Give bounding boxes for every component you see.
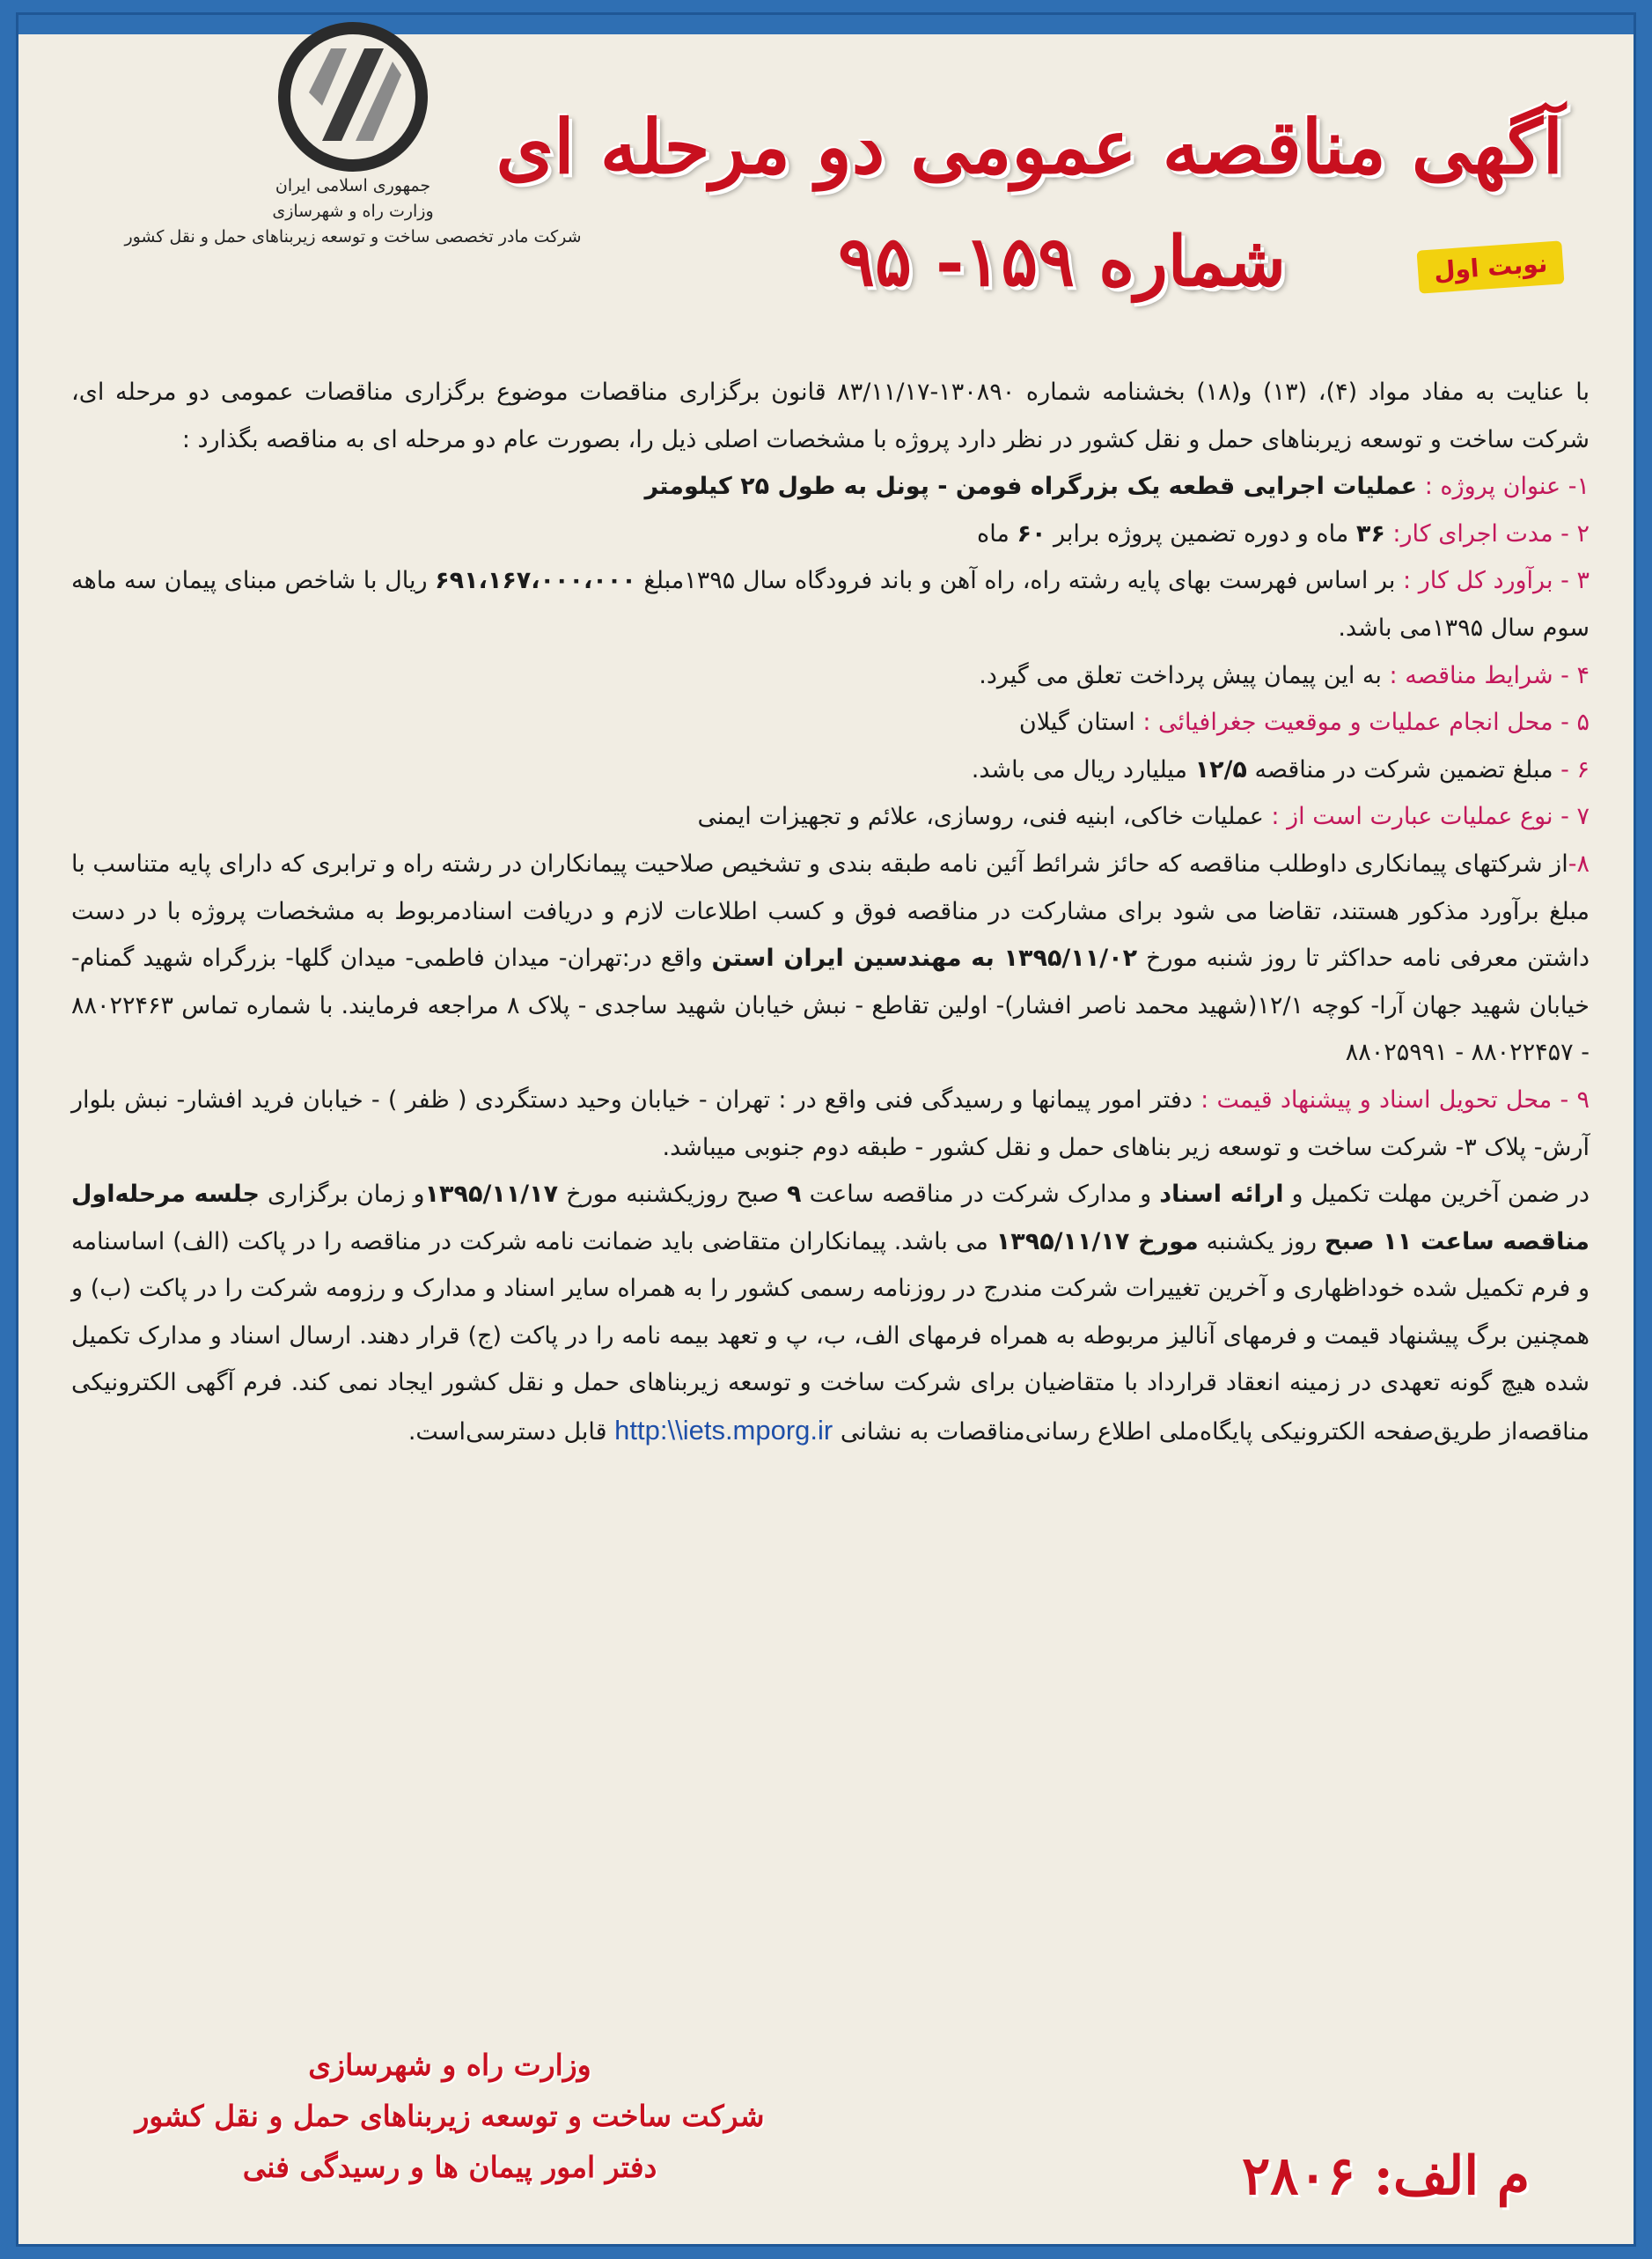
turn-badge: نوبت اول: [1416, 240, 1564, 293]
closing-text-5: روز یکشنبه: [1198, 1227, 1325, 1255]
item-8-label: ۸-: [1568, 850, 1590, 878]
item-7: [71, 793, 1590, 841]
gov-line-2: وزارت راه و شهرسازی: [272, 202, 434, 221]
gov-line-3: شرکت مادر تخصصی ساخت و توسعه زیربناهای حمل و نقل کشور: [124, 227, 582, 247]
item-9-text: دفتر امور پیمانها و رسیدگی فنی واقع در : تهران - خیابان وحید دستگردی ( ظفر ) - خیابان فرید افشار- نبش بلوار آرش- پلاک ۳- شرکت ساخت و توسعه زیر بناهای حمل و نقل کشور - طبقه دوم جنوبی میباشد.: [71, 1085, 1590, 1161]
intro-paragraph: با عنایت به مفاد مواد (۴)، (۱۳) و(۱۸) بخشنامه شماره ۱۳۰۸۹۰-۸۳/۱۱/۱۷ قانون برگزاری مناقصات موضوع برگزاری مناقصات عمومی دو مرحله ای، شرکت ساخت و توسعه زیربناهای حمل و نقل کشور در نظر دارد پروژه با مشخصات اصلی ذیل را، بصورت عام دو مرحله ای به مناقصه بگذارد :: [71, 379, 1590, 453]
item-3: [71, 557, 1590, 651]
item-2-text2: ماه: [977, 519, 1017, 548]
closing-text-1: در ضمن آخرین مهلت تکمیل و: [1283, 1181, 1590, 1209]
item-5-label: ۵ - محل انجام عملیات و موقعیت جغرافیائی :: [1142, 709, 1590, 737]
signature-block: [115, 2040, 784, 2193]
closing-text-4: و زمان برگزاری: [260, 1181, 425, 1209]
item-9: [71, 1077, 1590, 1171]
item-8-text: از شرکتهای پیمانکاری داوطلب مناقصه که حائز شرائط آئین نامه طبقه بندی و تشخیص صلاحیت پیمانکاران در رشته راه و ترابری که دارای پایه متناسب با مبلغ برآورد مذکور هستند، تقاضا می شود برای مشارکت در مناقصه فوق و کسب اطلاعات لازم و دریافت اسنادمربوط به مشخصات پروژه با در دست داشتن معرفی نامه حداکثر تا روز شنبه مورخ: [71, 850, 1590, 973]
item-1-label: ۱- عنوان پروژه :: [1424, 473, 1590, 501]
item-4-text: به این پیمان پیش پرداخت تعلق می گیرد.: [979, 661, 1390, 689]
item-3-text: بر اساس فهرست بهای پایه رشته راه، راه آهن و باند فرودگاه سال ۱۳۹۵مبلغ: [635, 567, 1404, 595]
advertisement-page: [16, 12, 1636, 2247]
item-2: [71, 511, 1590, 558]
ministry-logo-icon: [261, 22, 445, 172]
item-4: [71, 652, 1590, 700]
item-8-date-contractor: ۱۳۹۵/۱۱/۰۲ به مهندسین ایران استن: [711, 945, 1138, 973]
item-6: [71, 747, 1590, 794]
item-6-label: ۶ -: [1560, 755, 1590, 784]
item-7-label: ۷ - نوع عملیات عبارت است از :: [1271, 803, 1590, 831]
tender-website-link[interactable]: http:\\iets.mporg.ir: [614, 1415, 833, 1446]
signature-line-2: شرکت ساخت و توسعه زیربناهای حمل و نقل کشور: [135, 2099, 765, 2133]
item-3-amount: ۶۹۱،۱۶۷،۰۰۰،۰۰۰: [435, 567, 636, 595]
item-3-label: ۳ - برآورد کل کار :: [1403, 567, 1590, 595]
closing-text-3: صبح روزیکشنبه مورخ: [558, 1181, 788, 1209]
ad-code: م الف: ۲۸۰۶: [1242, 2145, 1531, 2207]
item-6-text2: میلیارد ریال می باشد.: [971, 755, 1195, 784]
item-2-text: ماه و دوره تضمین پروژه برابر: [1046, 519, 1356, 548]
item-5-text: استان گیلان: [1018, 709, 1143, 737]
closing-bold-3: ۱۳۹۵/۱۱/۱۷: [424, 1181, 559, 1209]
page-title: آگهی مناقصه عمومی دو مرحله ای: [496, 103, 1563, 190]
item-7-text: عملیات خاکی، ابنیه فنی، روسازی، علائم و تجهیزات ایمنی: [697, 803, 1272, 831]
item-3-text2: ریال با شاخص مبنای پیمان سه ماهه سوم سال ۱۳۹۵می باشد.: [71, 567, 1590, 642]
closing-bold-2: ۹: [787, 1181, 802, 1209]
item-8-text2: واقع در:تهران- میدان فاطمی- میدان گلها- بزرگراه شهید گمنام- خیابان شهید جهان آرا- کوچه ۱۲/۱(شهید محمد ناصر افشار)- اولین تقاطع - نبش خیابان شهید ساجدی - پلاک ۸ مراجعه فرمایند. با شماره تماس ۸۸۰۲۲۴۶۳ - ۸۸۰۲۲۴۵۷ - ۸۸۰۲۵۹۹۱: [71, 945, 1590, 1067]
item-2-months: ۳۶: [1355, 519, 1385, 548]
item-8: [71, 841, 1590, 1077]
item-4-label: ۴ - شرایط مناقصه :: [1389, 661, 1590, 689]
closing-bold-5: مورخ ۱۳۹۵/۱۱/۱۷: [995, 1227, 1199, 1255]
closing-text-6: می باشد. پیمانکاران متقاضی باید ضمانت نامه شرکت در مناقصه را در پاکت (الف) اساسنامه و فرم تکمیل شده خوداظهاری و آخرین تغییرات شرکت مندرج در روزنامه رسمی کشور را به همراه سایر اسناد و مدارک و رزومه شرکت را در پاکت (ب) و همچنین برگ پیشنهاد قیمت و فرمهای آنالیز مربوطه به همراه فرمهای الف، ب، پ و تعهد بیمه نامه را در پاکت (ج) قرار دهند. ارسال اسناد و مدارک تکمیل شده هیچ گونه تعهدی در زمینه انعقاد قرارداد با متقاضیان برای شرکت ساخت و توسعه زیربناهای حمل و نقل کشور ایجاد نمی کند. فرم آگهی الکترونیکی مناقصه‌از طریق‌صفحه الکترونیکی پایگاه‌ملی اطلاع رسانی‌مناقصات به نشانی: [71, 1227, 1590, 1446]
closing-text-7: قابل دسترسی‌است.: [407, 1418, 615, 1446]
tender-number: شماره ۱۵۹- ۹۵: [838, 222, 1286, 302]
item-9-label: ۹ - محل تحویل اسناد و پیشنهاد قیمت :: [1200, 1085, 1590, 1114]
item-2-label: ۲ - مدت اجرای کار:: [1392, 519, 1590, 548]
item-1-text: عملیات اجرایی قطعه یک بزرگراه فومن - پونل به طول ۲۵ کیلومتر: [644, 473, 1418, 501]
item-2-warranty: ۶۰: [1017, 519, 1046, 548]
closing-bold-4: جلسه مرحله‌اول مناقصه ساعت ۱۱ صبح: [71, 1181, 1590, 1255]
item-5: [71, 699, 1590, 747]
signature-line-3: دفتر امور پیمان ها و رسیدگی فنی: [242, 2150, 657, 2184]
announcement-body: [71, 369, 1590, 1456]
closing-paragraph: [71, 1171, 1590, 1456]
item-1: [71, 463, 1590, 511]
signature-line-1: وزارت راه و شهرسازی: [308, 2048, 591, 2082]
closing-bold-1: ارائه اسناد: [1159, 1181, 1284, 1209]
closing-text-2: و مدارک شرکت در مناقصه ساعت: [801, 1181, 1160, 1209]
item-6-amount: ۱۲/۵: [1194, 755, 1247, 784]
gov-line-1: جمهوری اسلامی ایران: [275, 176, 431, 195]
item-6-text: مبلغ تضمین شرکت در مناقصه: [1246, 755, 1561, 784]
